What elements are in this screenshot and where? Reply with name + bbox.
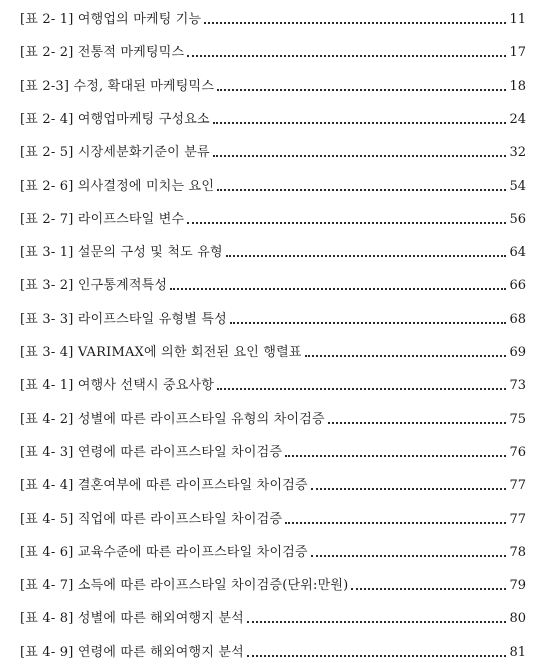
toc-entry-page: 75 bbox=[509, 411, 526, 427]
dot-leader bbox=[217, 89, 506, 91]
dot-leader bbox=[285, 455, 506, 457]
dot-leader bbox=[217, 189, 506, 191]
dot-leader bbox=[226, 255, 507, 257]
toc-entry bbox=[20, 437, 526, 461]
toc-entry-page: 77 bbox=[509, 478, 526, 494]
toc-entry bbox=[20, 637, 526, 661]
toc-entry-page: 79 bbox=[509, 578, 526, 594]
toc-entry-page: 78 bbox=[509, 544, 526, 560]
dot-leader bbox=[305, 355, 507, 357]
dot-leader bbox=[247, 621, 507, 623]
toc-entry bbox=[20, 570, 526, 594]
toc-entry-page: 80 bbox=[509, 611, 526, 627]
toc-entry-label: [표 4- 1] 여행사 선택시 중요사항 bbox=[20, 378, 215, 394]
toc-entry-label: [표 4- 4] 결혼여부에 따른 라이프스타일 차이검증 bbox=[20, 478, 308, 494]
toc-entry-label: [표 2- 2] 전통적 마케팅믹스 bbox=[20, 45, 185, 61]
toc-entry-page: 73 bbox=[509, 378, 526, 394]
dot-leader bbox=[213, 155, 507, 157]
toc-entry bbox=[20, 270, 526, 294]
dot-leader bbox=[285, 522, 506, 524]
toc-entry-page: 69 bbox=[509, 345, 526, 360]
toc-entry bbox=[20, 603, 526, 627]
toc-entry bbox=[20, 470, 526, 494]
toc-entry-label: [표 4- 2] 성별에 따른 라이프스타일 유형의 차이검증 bbox=[20, 411, 325, 427]
toc-entry-label: [표 4- 5] 직업에 따른 라이프스타일 차이검증 bbox=[20, 511, 283, 527]
dot-leader bbox=[204, 22, 506, 24]
toc-entry-label: [표 4- 8] 성별에 따른 해외여행지 분석 bbox=[20, 611, 244, 627]
toc-entry bbox=[20, 4, 526, 28]
toc-entry-page: 76 bbox=[509, 444, 526, 460]
toc-entry-label: [표 4- 6] 교육수준에 따른 라이프스타일 차이검증 bbox=[20, 544, 308, 560]
toc-entry-label: [표 2- 5] 시장세분화기준이 분류 bbox=[20, 145, 210, 161]
dot-leader bbox=[230, 322, 507, 324]
toc-entry-label: [표 2- 4] 여행업마케팅 구성요소 bbox=[20, 111, 210, 127]
dot-leader bbox=[351, 588, 506, 590]
toc-entry bbox=[20, 304, 526, 328]
toc-entry bbox=[20, 71, 526, 95]
toc-entry-label: [표 3- 2] 인구통계적특성 bbox=[20, 278, 168, 294]
toc-entry bbox=[20, 404, 526, 428]
toc-entry bbox=[20, 204, 526, 228]
toc-entry-label: [표 2- 1] 여행업의 마케팅 기능 bbox=[20, 12, 202, 27]
toc-entry-page: 77 bbox=[509, 511, 526, 527]
toc-entry-label: [표 2- 6] 의사결정에 미치는 요인 bbox=[20, 178, 215, 194]
dot-leader bbox=[187, 55, 506, 57]
toc-entry bbox=[20, 504, 526, 528]
toc-entry bbox=[20, 37, 526, 61]
toc-entry-label: [표 3- 1] 설문의 구성 및 척도 유형 bbox=[20, 245, 223, 261]
toc-entry bbox=[20, 171, 526, 195]
toc-entry-page: 17 bbox=[509, 45, 526, 61]
toc-entry-label: [표 4- 9] 연령에 따른 해외여행지 분석 bbox=[20, 644, 244, 660]
toc-entry-page: 11 bbox=[509, 12, 526, 27]
dot-leader bbox=[217, 388, 506, 390]
dot-leader bbox=[170, 288, 506, 290]
toc-entry bbox=[20, 237, 526, 261]
toc-entry-page: 32 bbox=[509, 145, 526, 161]
toc-entry bbox=[20, 104, 526, 128]
dot-leader bbox=[247, 655, 507, 657]
toc-entry bbox=[20, 370, 526, 394]
toc-entry-page: 81 bbox=[509, 644, 526, 660]
toc-entry-label: [표 4- 3] 연령에 따른 라이프스타일 차이검증 bbox=[20, 444, 283, 460]
toc-entry-page: 24 bbox=[509, 111, 526, 127]
toc-entry-label: [표 3- 3] 라이프스타일 유형별 특성 bbox=[20, 311, 227, 327]
toc-entry-page: 64 bbox=[509, 245, 526, 261]
toc-entry-label: [표 3- 4] VARIMAX에 의한 회전된 요인 행렬표 bbox=[20, 345, 302, 360]
dot-leader bbox=[311, 555, 507, 557]
toc-entry-page: 66 bbox=[509, 278, 526, 294]
dot-leader bbox=[311, 488, 507, 490]
toc-entry-page: 56 bbox=[509, 211, 526, 227]
toc-entry-page: 54 bbox=[509, 178, 526, 194]
toc-entry-page: 18 bbox=[509, 78, 526, 94]
toc-entry bbox=[20, 537, 526, 561]
dot-leader bbox=[213, 122, 507, 124]
dot-leader bbox=[328, 422, 507, 424]
dot-leader bbox=[187, 222, 506, 224]
toc-entry-label: [표 4- 7] 소득에 따른 라이프스타일 차이검증(단위:만원) bbox=[20, 578, 349, 594]
toc-entry-label: [표 2- 7] 라이프스타일 변수 bbox=[20, 211, 185, 227]
toc-entry bbox=[20, 337, 526, 361]
toc-entry-label: [표 2-3] 수정, 확대된 마케팅믹스 bbox=[20, 78, 215, 94]
toc-entry bbox=[20, 137, 526, 161]
toc-entry-page: 68 bbox=[509, 311, 526, 327]
